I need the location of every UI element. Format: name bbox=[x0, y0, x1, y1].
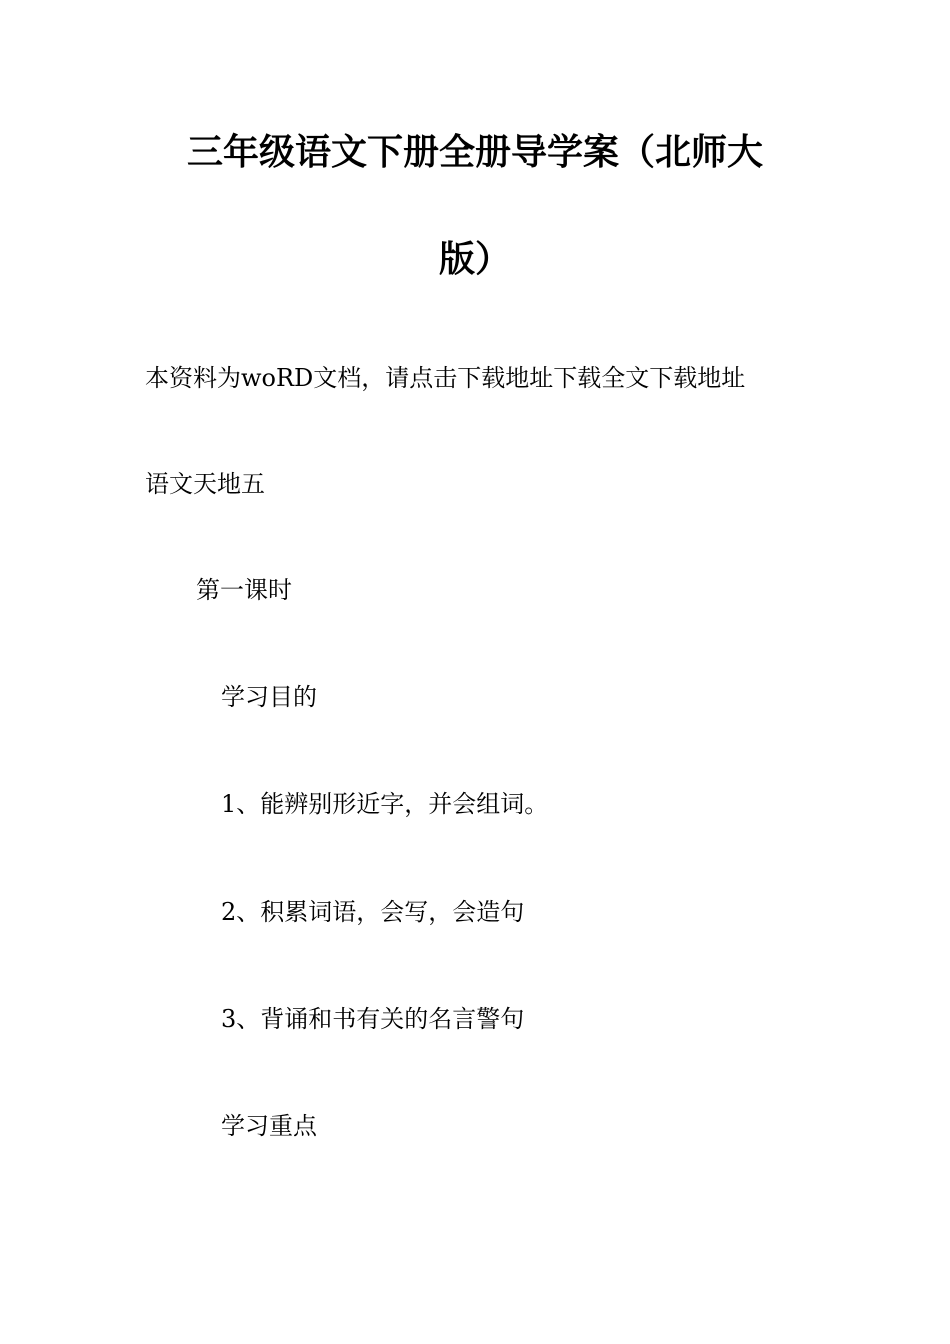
objective-item-2: 2、积累词语，会写，会造句 bbox=[221, 898, 525, 926]
document-title-line-2: 版） bbox=[438, 239, 511, 280]
intro-paragraph: 本资料为woRD文档，请点击下载地址下载全文下载地址 bbox=[145, 364, 746, 392]
key-points-heading: 学习重点 bbox=[221, 1112, 317, 1140]
lesson-heading: 第一课时 bbox=[196, 576, 292, 604]
objective-item-3: 3、背诵和书有关的名言警句 bbox=[221, 1005, 525, 1033]
section-heading: 语文天地五 bbox=[145, 470, 265, 498]
objective-item-1: 1、能辨别形近字，并会组词。 bbox=[221, 790, 549, 818]
document-title-line-1: 三年级语文下册全册导学案（北师大 bbox=[186, 132, 763, 173]
objectives-heading: 学习目的 bbox=[221, 683, 317, 711]
